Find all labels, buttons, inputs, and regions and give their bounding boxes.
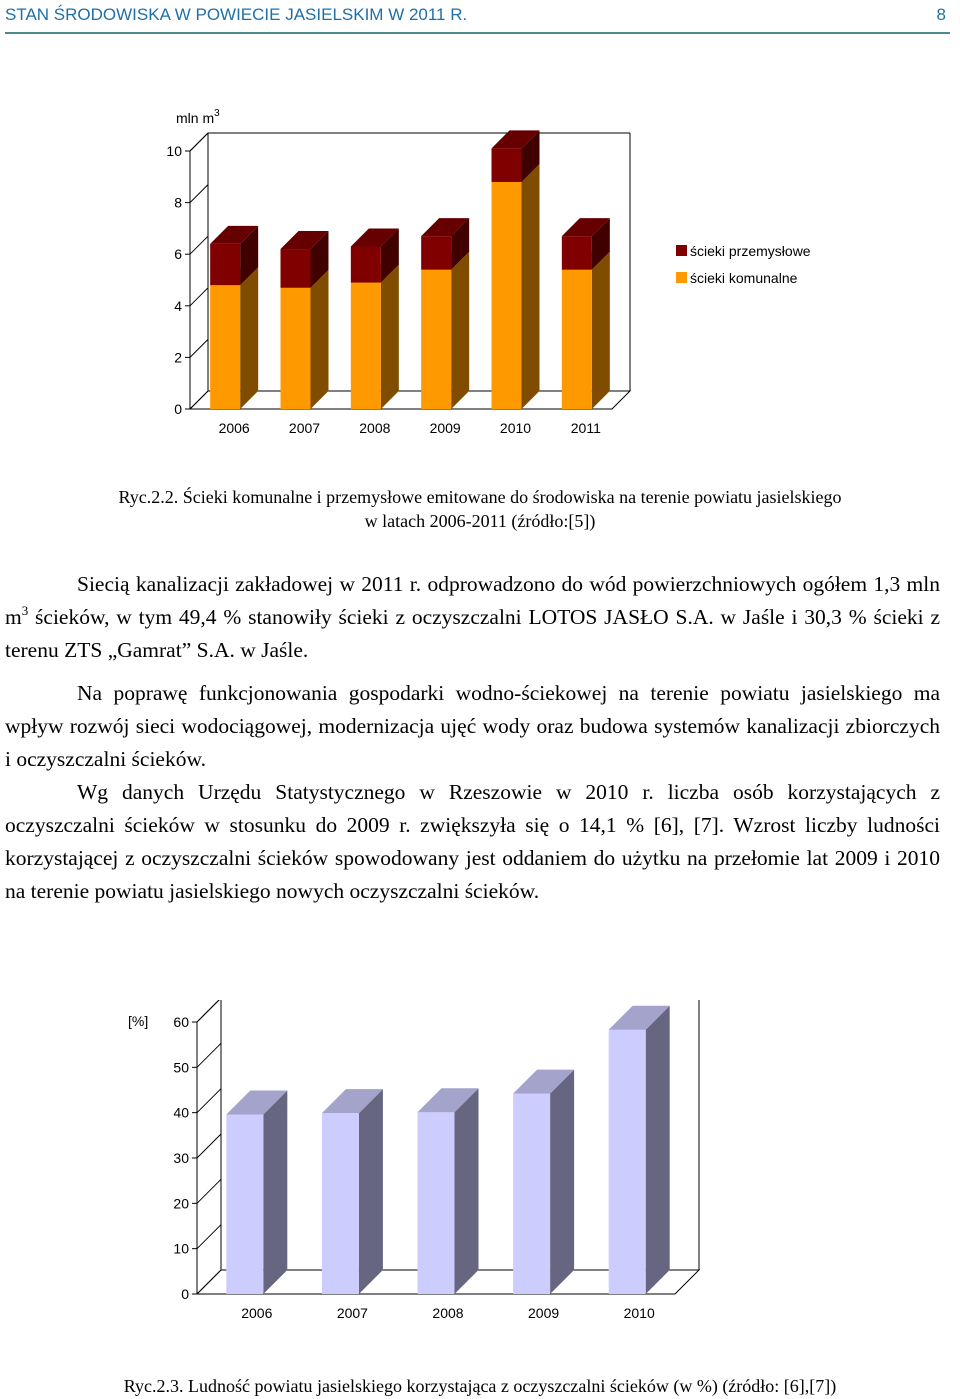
y-tick-label: 60 (173, 1014, 189, 1030)
y-tick-label: 40 (173, 1104, 189, 1121)
bar-2007-series-0 (322, 1089, 383, 1294)
legend-swatch (676, 245, 687, 256)
x-tick-label: 2007 (288, 420, 321, 436)
y-tick-label: 20 (173, 1195, 189, 1212)
y-tick-label: 0 (181, 1286, 189, 1302)
x-tick-label: 2006 (218, 420, 250, 436)
bar-2006-series-0 (226, 1090, 287, 1294)
legend-label: ścieki przemysłowe (690, 243, 811, 259)
paragraph-1: Siecią kanalizacji zakładowej w 2011 r. odprowadzono do wód powierzchniowych ogółem 1,3 mln $m^3$ ścieków, w tym 49,4 % stanowiły ścieki z oczyszczalni LOTOS JASŁO S.A. w Jaśle i 30,3 % ścieki z terenu ZTS „Gamrat” S.A. w Jaśle. (5, 572, 940, 662)
y-tick-wall-line (190, 133, 208, 151)
figure-caption-1 (0, 485, 960, 533)
y-tick-wall-line (197, 1000, 221, 1022)
y-tick-wall-line (190, 236, 208, 254)
y-tick-wall-line (197, 1225, 221, 1249)
header-title: STAN ŚRODOWISKA W POWIECIE JASIELSKIM W 2011 R. (5, 5, 468, 24)
bar-2010-series-0 (609, 1006, 670, 1294)
x-tick-label: 2009 (429, 420, 461, 436)
x-tick-label: 2008 (359, 420, 391, 436)
y-tick-wall-line (197, 1179, 221, 1203)
figure-caption-2: Ryc.2.3. Ludność powiatu jasielskiego korzystająca z oczyszczalni ścieków (w %) (źródło: [6],[7]) (123, 1376, 837, 1396)
legend-swatch (676, 272, 687, 283)
bar-2011-series-0 (562, 252, 610, 409)
chart1-ylabel: mln $m^3$ (176, 108, 220, 126)
legend-label: ścieki komunalne (690, 270, 798, 286)
y-tick-label: 50 (173, 1059, 189, 1076)
bar-2008-series-0 (418, 1088, 479, 1294)
y-tick-label: 0 (174, 401, 182, 417)
y-tick-wall-line (197, 1089, 221, 1113)
bar-2008-series-0 (351, 265, 399, 409)
population-chart (0, 1000, 960, 1330)
y-tick-wall-line (190, 339, 208, 357)
paragraph-3: Wg danych Urzędu Statystycznego w Rzeszowie w 2010 r. liczba osób korzystających z oczyszczalni ścieków w stosunku do 2009 r. zwiększyła się o 14,1 % [6], [7]. Wzrost liczby ludności korzystającej z oczyszczalni ścieków spowodowany jest oddaniem do użytku na przełomie lat 2009 i 2010 na terenie powiatu jasielskiego nowych oczyszczalni ścieków. (5, 780, 940, 903)
bar-2007-series-0 (281, 270, 329, 409)
x-tick-label: 2011 (570, 420, 601, 436)
bar-2009-series-0 (421, 252, 469, 409)
y-tick-label: 4 (174, 297, 182, 314)
bar-2006-series-0 (210, 267, 258, 409)
bar-2010-series-0 (492, 164, 540, 409)
y-tick-label: 8 (174, 194, 182, 211)
x-tick-label: 2009 (528, 1305, 560, 1321)
y-tick-label: 10 (173, 1240, 189, 1257)
y-tick-label: 30 (173, 1150, 189, 1166)
x-tick-label: 2010 (623, 1305, 655, 1321)
paragraph-2: Na poprawę funkcjonowania gospodarki wodno-ściekowej na terenie powiatu jasielskiego ma wpływ rozwój sieci wodociągowej, modernizacja ujęć wody oraz budowa systemów kanalizacji zbiorczych i oczyszczalni ścieków. (5, 681, 940, 771)
caption-1-line-2: w latach 2006-2011 (źródło:[5]) (364, 511, 596, 531)
body-text (5, 568, 940, 908)
caption-1-line-1: Ryc.2.2. Ścieki komunalne i przemysłowe emitowane do środowiska na terenie powiatu jasielskiego (118, 487, 842, 507)
y-tick-label: 6 (174, 246, 182, 263)
page-header (5, 2, 950, 34)
wastewater-chart (0, 95, 960, 445)
y-tick-wall-line (197, 1134, 221, 1158)
y-tick-wall-line (190, 288, 208, 306)
y-tick-wall-line (190, 185, 208, 203)
y-tick-label: 10 (166, 143, 182, 159)
x-tick-label: 2006 (241, 1305, 273, 1321)
chart2-ylabel: [%] (128, 1013, 149, 1029)
y-tick-label: 2 (174, 349, 182, 366)
x-tick-label: 2007 (336, 1305, 368, 1321)
x-tick-label: 2008 (432, 1305, 464, 1321)
bar-2009-series-0 (513, 1070, 574, 1294)
y-tick-wall-line (197, 1043, 221, 1067)
x-tick-label: 2010 (499, 420, 532, 436)
page-number: 8 (936, 5, 946, 24)
